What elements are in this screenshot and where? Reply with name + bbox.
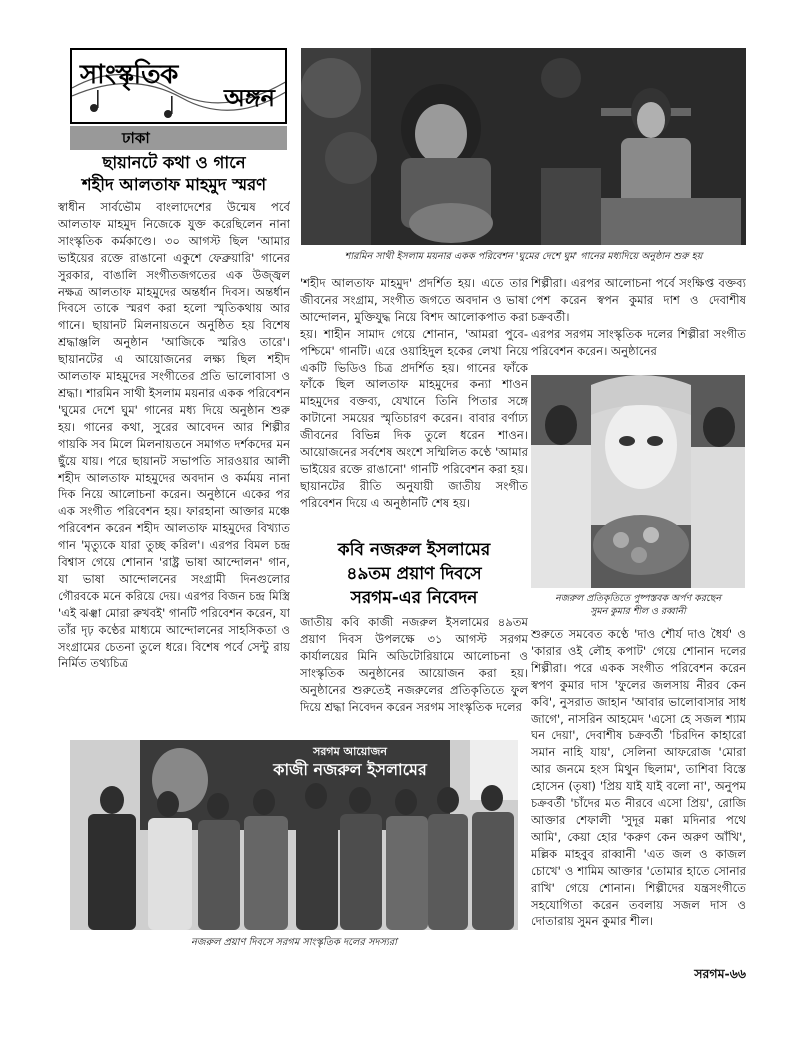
photo-top-caption [301, 250, 746, 263]
photo-top-caption-text: শারমিন সাথী ইসলাম ময়নার একক পরিবেশন 'ঘুমের দেশে ঘুম' গানের মধ্যদিয়ে অনুষ্ঠান শুরু হয় [344, 251, 703, 262]
article1-col2-text: 'শহীদ আলতাফ মাহমুদ' প্রদর্শিত হয়। এতে তার জীবনের সংগ্রাম, সংগীত জগতে অবদান ও ভাষা আন্দোলন, মুক্তিযুদ্ধ নিয়ে বিশদ আলোকপাত করা হয়। শাহীন সামাদ গেয়ে শোনান, 'আমরা পুবে-পশ্চিমে' গানটি। এরে ওয়াহিদুল হকের লেখা নিয়ে একটি ভিডিও চিত্র প্রদর্শিত হয়। গানের ফাঁকে ফাঁকে ছিল আলতাফ মাহমুদের কন্যা শাওন মাহমুদের বক্তব্য, যেখানে তিনি পিতার সঙ্গে কাটানো সময়ের স্মৃতিচারণ করেন। বাবার বর্ণাঢ্য জীবনের বিভিন্ন দিক তুলে ধরেন শাওন। আয়োজনের সর্বশেষ অংশে সম্মিলিত কণ্ঠে 'আমার ভাইয়ের রক্তে রাঙানো' গানটি পরিবেশন করা হয়। ছায়ানটের রীতি অনুযায়ী জাতীয় সংগীত পরিবেশন দিয়ে এ অনুষ্ঠানটি শেষ হয়। [300, 276, 528, 510]
article1-col3-text: শিল্পীরা। এরপর আলোচনা পর্বে সংক্ষিপ্ত বক্তব্য পেশ করেন স্বপন কুমার দাশ ও দেবাশীষ চক্রবর্তী। [531, 276, 746, 324]
photo-bottom-caption [70, 936, 518, 949]
article2-headline-line2: ৪৯তম প্রয়াণ দিবসে [346, 564, 482, 584]
article1-column1 [58, 199, 290, 699]
banner-line-2: কাজী নজরুল ইসলামের [273, 760, 427, 779]
photo-bottom-banner [250, 744, 450, 781]
banner-line-1: সরগম আয়োজন [313, 745, 387, 758]
article2-column2 [300, 614, 528, 734]
photo-top [301, 48, 746, 245]
photo-bottom [70, 740, 518, 930]
photo-bottom-caption-text: নজরুল প্রয়াণ দিবসে সরগম সাংস্কৃতিক দলের সদস্যরা [190, 937, 398, 948]
page-footer [600, 966, 746, 986]
article2-headline [300, 538, 528, 610]
location-label: ঢাকা [122, 129, 150, 147]
article2-headline-line1: কবি নজরুল ইসলামের [337, 540, 491, 560]
article1-column3 [531, 275, 746, 367]
photo-top-image [301, 48, 746, 245]
page-number-label: সরগম-৬৬ [694, 966, 746, 981]
article1-headline-line1: ছায়ানটে কথা ও গানে [102, 153, 246, 172]
logo-line-1: সাংস্কৃতিক [80, 60, 178, 90]
logo-line-2: অঙ্গন [223, 84, 275, 112]
photo-right-image [531, 375, 745, 588]
article2-headline-line3: সরগম-এর নিবেদন [350, 588, 478, 608]
article1-col3-text2: এরপর সরগম সাংস্কৃতিক দলের শিল্পীরা সংগীত পরিবেশন করেন। অনুষ্ঠানের [531, 326, 746, 358]
photo-right-caption [531, 592, 745, 618]
photo-right-caption-line1: নজরুল প্রতিকৃতিতে পুষ্পস্তবক অর্পণ করছেন [555, 593, 721, 604]
article2-column3 [531, 626, 746, 956]
section-logo [70, 48, 287, 124]
article1-headline [58, 152, 290, 196]
photo-right [531, 375, 745, 588]
article1-col1-text: স্বাধীন সার্বভৌম বাংলাদেশের উন্মেষ পর্বে আলতাফ মাহমুদ নিজেকে যুক্ত করেছিলেন নানা সাংস্কৃতিক কর্মকাণ্ডে। ৩০ আগস্ট ছিল 'আমার ভাইয়ের রক্তে রাঙানো একুশে ফেব্রুয়ারি' গানের সুরকার, বাঙালি সংগীতজগতের এক উজ্জ্বল নক্ষত্র আলতাফ মাহমুদের অন্তর্ধান দিবস। অন্তর্ধান দিবসে তাকে স্মরণ করা হলো স্মৃতিকথায় আর গানে। ছায়ানট মিলনায়তনে অনুষ্ঠিত হয় বিশেষ শ্রদ্ধাঞ্জলি অনুষ্ঠান 'আজিকে স্মরিও তারে'। ছায়ানটের এ আয়োজনের লক্ষ্য ছিল শহীদ আলতাফ মাহমুদের সংগীতের প্রতি ভালোবাসা ও শ্রদ্ধা। শারমিন সাথী ইসলাম ময়নার একক পরিবেশন 'ঘুমের দেশে ঘুম' গানের মধ্য দিয়ে অনুষ্ঠান শুরু হয়। গানের কথা, সুরের আবেদন আর শিল্পীর গায়কি সব মিলে মিলনায়তনে সমাগত দর্শকদের মন ছুঁয়ে যায়। পরে ছায়ানট সভাপতি সারওয়ার আলী শহীদ আলতাফ মাহমুদের অবদান ও কর্মময় নানা দিক নিয়ে আলোচনা করেন। অনুষ্ঠানে একের পর এক সংগীত পরিবেশন হয়। ফারহানা আক্তার মঞ্চে পরিবেশন করেন শহীদ আলতাফ মাহমুদের বিখ্যাত গান 'মৃত্যুকে যারা তুচ্ছ করিল'। এরপর বিমল চন্দ্র বিশ্বাস গেয়ে শোনান 'রাষ্ট্র ভাষা আন্দোলন' গান, যা ভাষা আন্দোলনের সংগ্রামী দিনগুলোর গৌরবকে মনে করিয়ে দেয়। এরপর বিজন চন্দ্র মিস্ত্রি 'এই ঝঞ্ঝা মোরা রুখবই' গানটি পরিবেশন করেন, যা তাঁর দৃঢ় কণ্ঠের মাধ্যমে আন্দোলনের সাহসিকতা ও সংগ্রামের চেতনা তুলে ধরে। বিশেষ পর্বে সেন্টু রায় নির্মিত তথ্যচিত্র [58, 200, 290, 671]
photo-right-caption-line2: সুমন কুমার শীল ও রব্বানী [590, 606, 686, 617]
article2-col3-text: শুরুতে সমবেত কণ্ঠে 'দাও শৌর্য দাও ধৈর্য' ও 'কারার ওই লৌহ কপাট' গেয়ে শোনান দলের শিল্পীরা। পরে একক সংগীত পরিবেশন করেন স্বপণ কুমার দাস 'ফুলের জলসায় নীরব কেন কবি', নুসরাত জাহান 'আবার ভালোবাসার সাধ জাগে', নাসরিন আহমেদ 'এসো হে সজল শ্যাম ঘন দেয়া', দেবাশীষ চক্রবর্তী 'চিরদিন কাহারো সমান নাহি যায়', সেলিনা আফরোজ 'মোরা আর জনমে হংস মিথুন ছিলাম', তাশিবা বিস্তে হোসেন (তৃষা) 'প্রিয় যাই যাই বলো না', অনুপম চক্রবর্তী 'চাঁদের মত নীরবে এসো প্রিয়', রোজি আক্তার শেফালী 'সুদূর মক্কা মদিনার পথে আমি', কেয়া হোর 'করুণ কেন অরুণ আঁখি', মল্লিক মাহবুব রাব্বানী 'এত জল ও কাজল চোখে' ও শামিম আক্তার 'তোমার হাতে সোনার রাখি' গেয়ে শোনান। শিল্পীদের যন্ত্রসংগীতে সহযোগিতা করেন তবলায় সজল দাস ও দোতারায় সুমন কুমার শীল। [531, 627, 746, 929]
location-bar [70, 126, 287, 150]
article1-headline-line2: শহীদ আলতাফ মাহমুদ স্মরণ [81, 175, 267, 194]
article2-col2-text: জাতীয় কবি কাজী নজরুল ইসলামের ৪৯তম প্রয়াণ দিবস উপলক্ষে ৩১ আগস্ট সরগম কার্যালয়ের মিনি অডিটোরিয়ামে আলোচনা ও সাংস্কৃতিক অনুষ্ঠানের আয়োজন করা হয়। অনুষ্ঠানের শুরুতেই নজরুলের প্রতিকৃতিতে ফুল দিয়ে শ্রদ্ধা নিবেদন করেন সরগম সাংস্কৃতিক দলের [300, 615, 528, 714]
article1-column2 [300, 275, 528, 527]
